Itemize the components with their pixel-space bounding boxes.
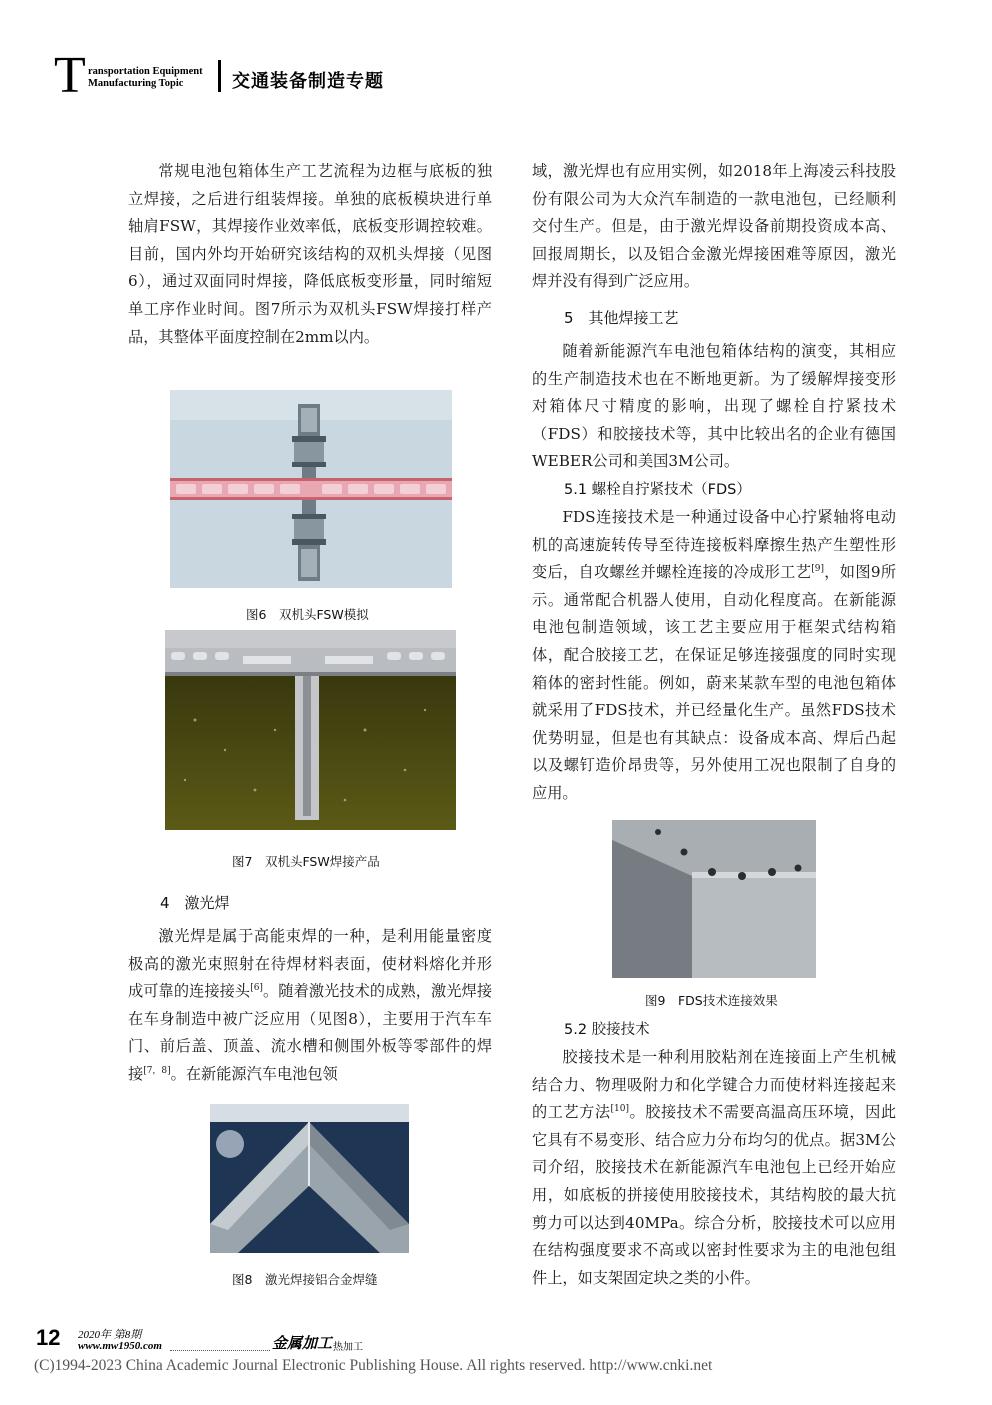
paragraph-dual-head-fsw: 常规电池包箱体生产工艺流程为边框与底板的独立焊接，之后进行组装焊接。单独的底板模块进行单轴肩FSW，其焊接作业效率低，底板变形调控较难。目前，国内外均开始研究该结构的双机头焊接（见图6），通过双面同时焊接，降低底板变形量，同时缩短单工序作业时间。图7所示为双机头FSW焊接打样产品，其整体平面度控制在2mm以内。 [128, 162, 492, 346]
journal-topic-chinese: 交通装备制造专题 [232, 71, 384, 92]
citation-9: [9] [811, 564, 824, 575]
laser-text-c: 。在新能源汽车电池包领 [170, 1064, 338, 1083]
section-5-2-heading: 5.2 胶接技术 [564, 1022, 650, 1038]
figure-8-caption: 图8 激光焊接铝合金焊缝 [232, 1272, 378, 1287]
footer-dotted-line [170, 1350, 270, 1351]
header-divider [218, 60, 221, 92]
cnki-copyright: (C)1994-2023 China Academic Journal Electronic Publishing House. All rights reserved. http://www.cnki.net [34, 1357, 713, 1374]
left-column-top [128, 158, 492, 351]
citation-7-8: [7，8] [143, 1065, 171, 1076]
right-column-bottom [532, 1016, 896, 1292]
paragraph-other-processes: 随着新能源汽车电池包箱体结构的演变，其相应的生产制造技术也在不断地更新。为了缓解焊接变形对箱体尺寸精度的影响，出现了螺栓自拧紧技术（FDS）和胶接技术等，其中比较出名的企业有德国WEBER公司和美国3M公司。 [532, 341, 896, 471]
figure-9-image [612, 820, 816, 978]
laser-text-b: 。随着激光技术的成熟，激光焊接在车身制造中被广泛应用（见图8），主要用于汽车车门、前后盖、顶盖、流水槽和侧围外板等零部件的焊接 [128, 982, 493, 1083]
journal-topic-english [88, 66, 203, 90]
journal-logo-letter: T [54, 47, 86, 104]
figure-6-image [170, 390, 452, 588]
paragraph-laser-welding [128, 923, 492, 1089]
section-5-1-heading: 5.1 螺栓自拧紧技术（FDS） [564, 481, 751, 498]
journal-topic-en-line1: ransportation Equipment [88, 66, 203, 77]
paragraph-adhesive [532, 1044, 896, 1292]
section-5-heading: 5 其他焊接工艺 [564, 308, 679, 327]
right-column-top [532, 158, 896, 807]
paragraph-fds [532, 504, 896, 808]
paragraph-laser-continued: 域，激光焊也有应用实例，如2018年上海凌云科技股份有限公司为大众汽车制造的一款电池包，已经顺利交付生产。但是，由于激光焊设备前期投资成本高、回报周期长，以及铝合金激光焊接困难等原因，激光焊并没有得到广泛应用。 [532, 162, 896, 291]
figure-7-drawing [165, 630, 456, 830]
journal-website: www.mw1950.com [78, 1340, 162, 1352]
fds-text-b: ，如图9所示。通常配合机器人使用，自动化程度高。在新能源电池包制造领域，该工艺主要应用于框架式结构箱体，配合胶接工艺，在保证足够连接强度的同时实现箱体的密封性能。例如，蔚来某款车型的电池包箱体就采用了FDS技术，并已经量化生产。虽然FDS技术优势明显，但是也有其缺点：设备成本高、焊后凸起以及螺钉造价昂贵等，另外使用工况也限制了自身的应用。 [532, 563, 897, 802]
section-4-heading: 4 激光焊 [160, 894, 230, 912]
citation-6: [6] [250, 983, 263, 994]
figure-6-drawing [170, 390, 452, 588]
figure-8-image [210, 1104, 409, 1253]
laser-text-a: 激光焊是属于高能束焊的一种，是利用能量密度极高的激光束照射在待焊材料表面，使材料熔化并形成可靠的连接接头 [128, 927, 492, 1001]
adhesive-text-a: 胶接技术是一种利用胶粘剂在连接面上产生机械结合力、物理吸附力和化学键合力而使材料连接起来的工艺方法 [532, 1048, 896, 1122]
figure-7-image [165, 630, 456, 830]
journal-logo: 金属加工 [272, 1334, 333, 1352]
figure-7-caption: 图7 双机头FSW焊接产品 [232, 854, 380, 869]
adhesive-text-b: 。胶接技术不需要高温高压环境，因此它具有不易变形、结合应力分布均匀的优点。据3M公司介绍，胶接技术在新能源汽车电池包上已经开始应用，如底板的拼接使用胶接技术，其结构胶的最大抗剪力可以达到40MPa。综合分析，胶接技术可以应用在结构强度要求不高或以密封性要求为主的电池包组件上，如支架固定块之类的小件。 [532, 1103, 897, 1287]
figure-8-drawing [210, 1104, 409, 1253]
fds-text-a: FDS连接技术是一种通过设备中心拧紧轴将电动机的高速旋转传导至待连接板料摩擦生热产生塑性形变后，自攻螺丝并螺栓连接的冷成形工艺 [532, 507, 896, 582]
citation-10: [10] [610, 1104, 630, 1115]
issue-label: 2020年 第8期 [78, 1329, 142, 1341]
figure-9-drawing [612, 820, 816, 978]
figure-6-caption: 图6 双机头FSW模拟 [246, 607, 369, 622]
left-column-bottom [128, 889, 492, 1089]
figure-9-caption: 图9 FDS技术连接效果 [645, 993, 778, 1008]
page-number: 12 [36, 1325, 61, 1350]
journal-topic-en-line2: Manufacturing Topic [88, 78, 184, 89]
journal-logo-sub: 热加工 [333, 1342, 363, 1353]
